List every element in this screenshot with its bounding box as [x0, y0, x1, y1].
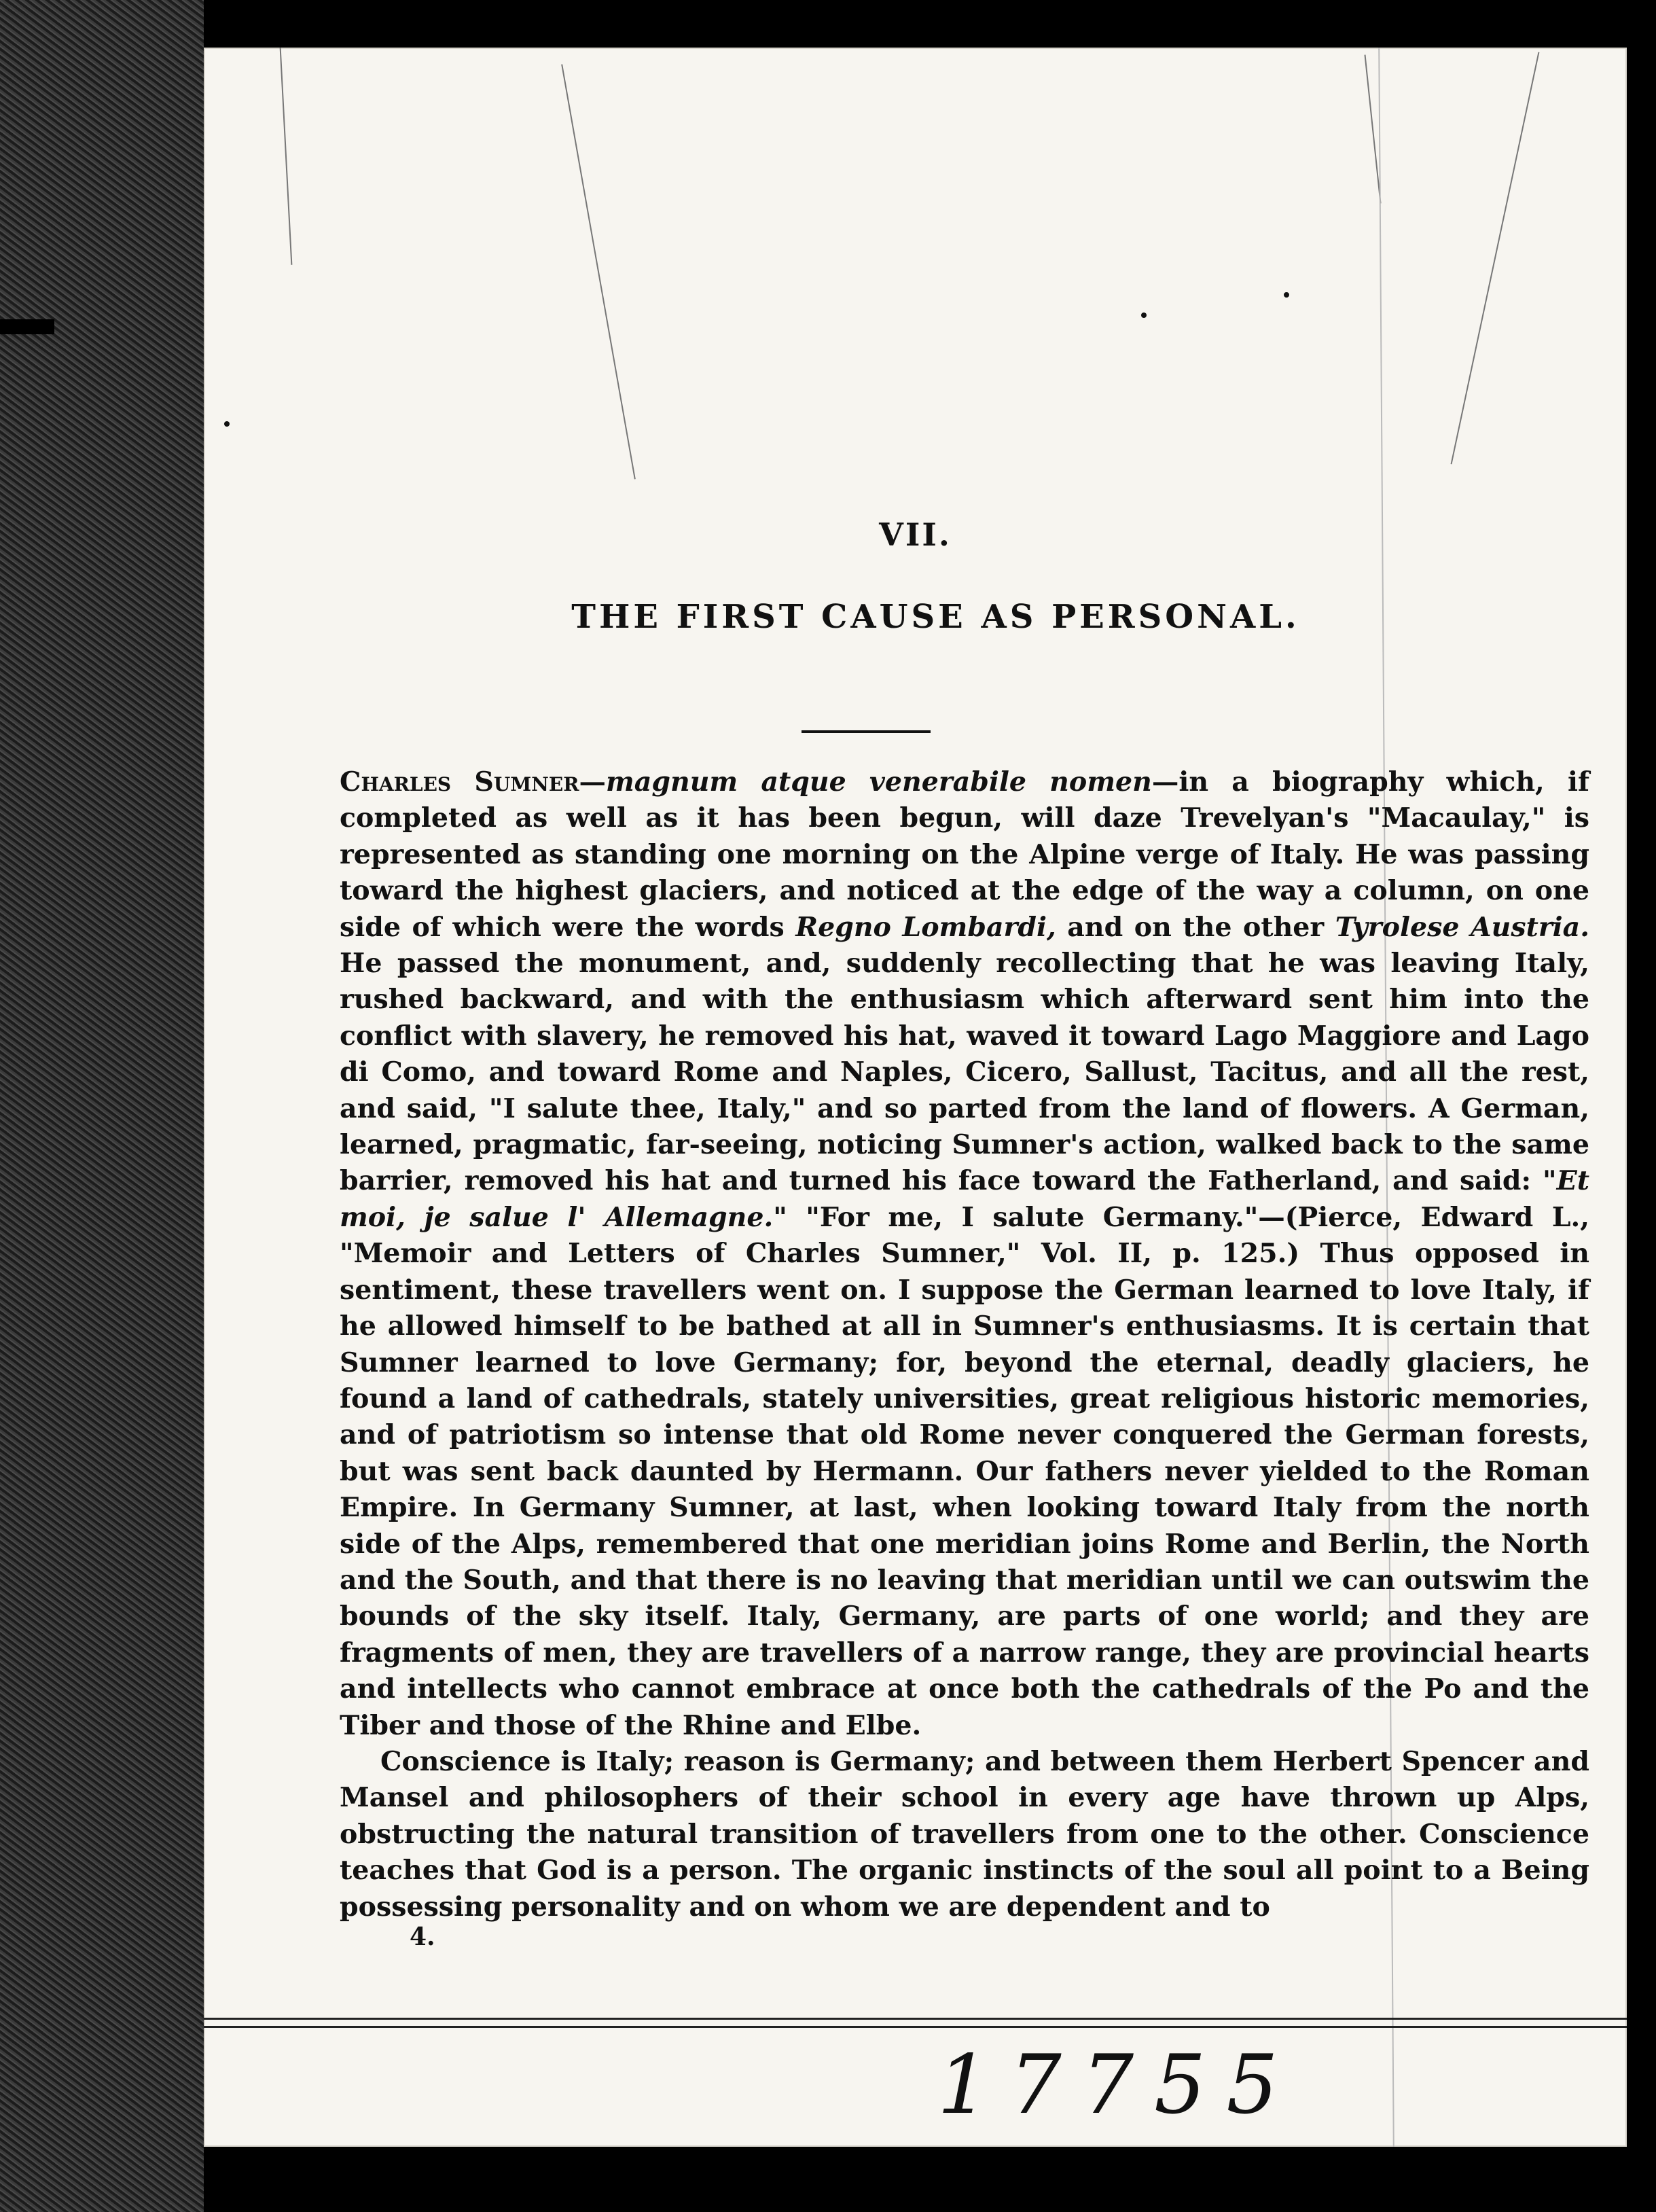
- book-spine-edge: [0, 0, 204, 2212]
- spine-mark: [0, 319, 54, 334]
- french-phrase: Et moi, je salue l' Allemagne.: [340, 1165, 1589, 1233]
- ink-speck: [1141, 313, 1147, 318]
- bottom-rule: [204, 2026, 1627, 2028]
- latin-phrase: magnum atque venerabile nomen: [605, 766, 1152, 798]
- paragraph-2: Conscience is Italy; reason is Germany; and between them Herbert Spencer and Mansel and philosophers of their school in every age have thrown up Alps, obstructing the natural transition of travellers from one to the other. Conscience teaches that God is a person. The organic instincts of the soul all point to a Being possessing personality and on whom we are dependent and to: [340, 1745, 1589, 1923]
- ink-speck: [1284, 292, 1289, 298]
- text-run: —in a biography which, if completed as well as it has been begun, will daze Trevelyan's "Macaulay," is represented as standing one morning on the Alpine verge of Italy. He was passing toward the highest glaciers, and noticed at the edge of the way a column, on one side of which were the words: [340, 766, 1589, 943]
- ink-speck: [224, 421, 230, 427]
- text-run: —: [579, 766, 606, 798]
- text-run: " "For me, I salute Germany."—(Pierce, Edward L., "Memoir and Letters of Charles Sumner," Vol. II, p. 125.) Thus opposed in sentiment, these travellers went on. I suppose the German learned to love Italy, if he allowed himself to be bathed at all in Sumner's enthusiasms. It is certain that Sumner learned to love Germany; for, beyond the eternal, deadly glaciers, he found a land of cathedrals, stately universities, great religious historic memories, and of patriotism so intense that old Rome never conquered the German forests, but was sent back daunted by Hermann. Our fathers never yielded to the Roman Empire. In Germany Sumner, at last, when looking toward Italy from the north side of the Alps, remembered that one meridian joins Rome and Berlin, the North and the South, and that there is no leaving that meridian until we can outswim the bounds of the sky itself. Italy, Germany, are parts of one world; and they are fragments of men, they are travellers of a narrow range, they are provincial hearts and intellects who cannot embrace at once both the cathedrals of the Po and the Tiber and those of the Rhine and Elbe.: [340, 1201, 1589, 1741]
- scanned-page: [204, 48, 1627, 2147]
- italic-phrase: Regno Lombardi,: [795, 911, 1056, 943]
- text-run: He passed the monument, and, suddenly recollecting that he was leaving Italy, rushed backward, and with the enthusiasm which afterward sent him into the conflict with slavery, he removed his hat, waved it toward Lago Maggiore and Lago di Como, and toward Rome and Naples, Cicero, Sallust, Tacitus, and all the rest, and said, "I salute thee, Italy," and so parted from the land of flowers. A German, learned, pragmatic, far-seeing, noticing Sumner's action, walked back to the same barrier, removed his hat and turned his face toward the Fatherland, and said: ": [340, 948, 1589, 1197]
- body-text: [340, 764, 1589, 1925]
- bottom-rule: [204, 2018, 1627, 2020]
- chapter-title: THE FIRST CAUSE AS PERSONAL.: [571, 598, 1300, 636]
- lead-name: Charles Sumner: [340, 766, 579, 798]
- page-folio: 4.: [410, 1923, 435, 1951]
- handwritten-number: 17755: [937, 2038, 1299, 2133]
- scan-scratch: [561, 65, 636, 480]
- chapter-number: VII.: [879, 516, 952, 553]
- title-rule: [802, 730, 931, 733]
- scan-scratch: [280, 48, 293, 265]
- scan-scratch: [1451, 52, 1540, 465]
- italic-phrase: Tyrolese Austria.: [1335, 911, 1589, 943]
- paragraph-1: [340, 764, 1589, 1744]
- text-run: and on the other: [1056, 911, 1335, 943]
